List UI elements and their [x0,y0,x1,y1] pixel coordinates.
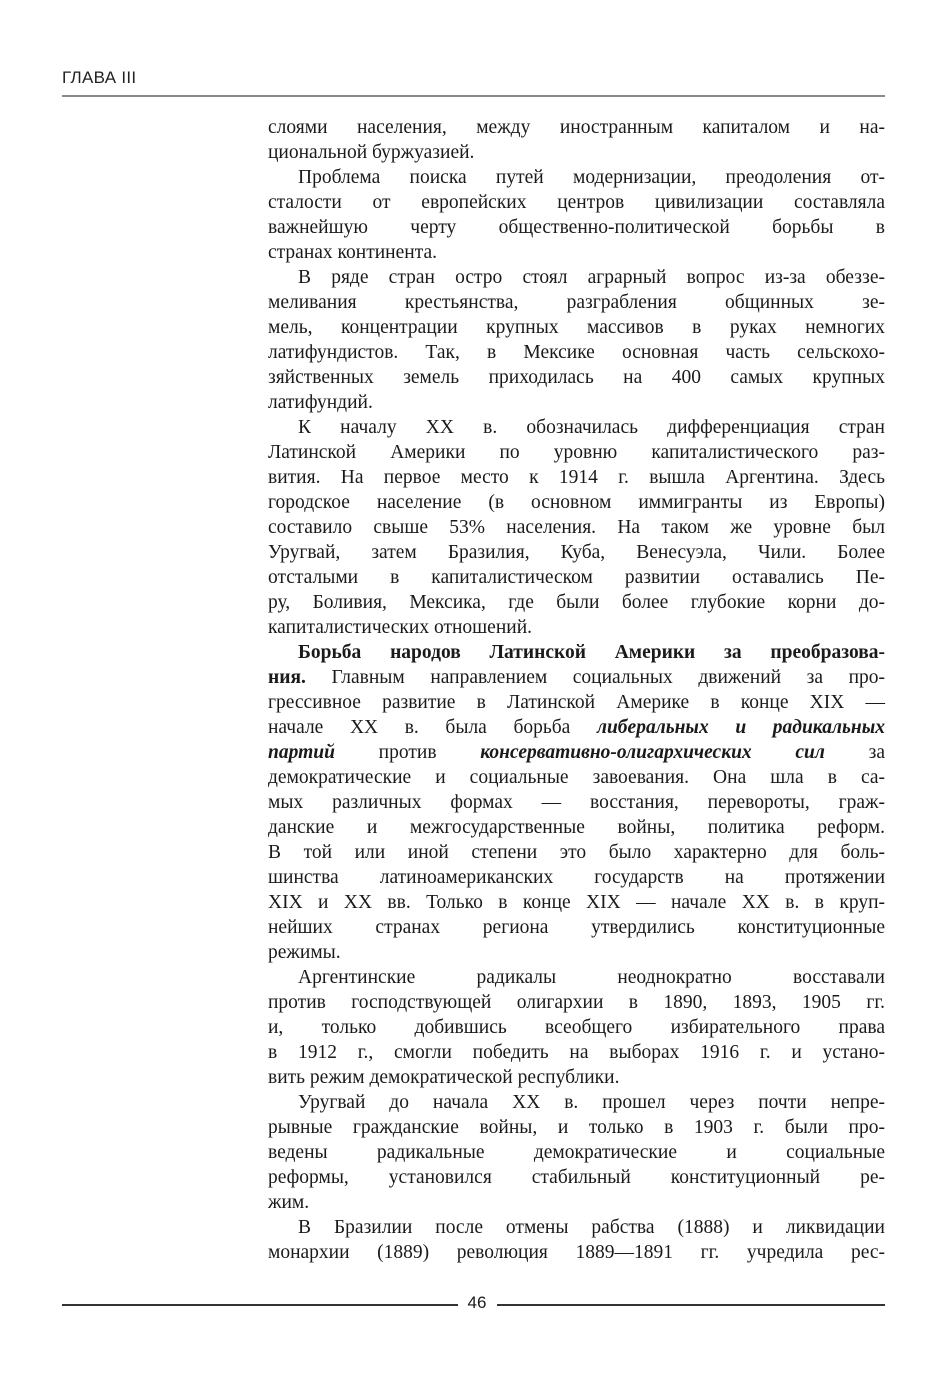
text-line [268,740,885,765]
footer-rule-right [497,1304,885,1306]
body-text [268,115,885,1265]
text-line: слоями населения, между иностранным капиталом и на- [268,117,885,138]
text-line: реформы, установился стабильный конституционный ре- [268,1167,885,1188]
text-line: капиталистических отношений. [268,617,533,638]
text-line: латифундистов. Так, в Мексике основная часть сельскохо- [268,342,885,363]
paragraph [268,1090,885,1215]
paragraph [268,640,885,965]
paragraph [268,115,885,165]
text-line: и, только добившись всеобщего избирательного права [268,1017,885,1038]
text-segment: за [824,742,886,763]
text-line [268,640,885,665]
text-line: Латинской Америки по уровню капиталистического раз- [268,442,885,463]
emphasis-text: либеральных и радикальных [596,717,885,738]
text-line: латифундий. [268,392,373,413]
header-divider [62,95,885,97]
text-line: Проблема поиска путей модернизации, преодоления от- [298,167,885,188]
text-line: В Бразилии после отмены рабства (1888) и ликвидации [298,1217,885,1238]
text-line: режимы. [268,942,341,963]
text-line [268,715,885,740]
text-line: К началу XX в. обозначилась дифференциация стран [298,417,885,438]
text-segment: Главным направлением социальных движений за про- [305,667,885,688]
paragraph [268,1215,885,1265]
text-line: XIX и XX вв. Только в конце XIX — начале XX в. в круп- [268,892,885,913]
text-line: рывные гражданские войны, и только в 1903 г. были про- [268,1117,885,1138]
text-line: монархии (1889) революция 1889—1891 гг. учредила рес- [268,1242,885,1263]
text-line: в 1912 г., смогли победить на выборах 1916 г. и устано- [268,1042,885,1063]
text-line: грессивное развитие в Латинской Америке в конце XIX — [268,692,885,713]
text-line: мых различных формах — восстания, перевороты, граж- [268,792,885,813]
paragraph [268,165,885,265]
text-line: против господствующей олигархии в 1890, 1893, 1905 гг. [268,992,885,1013]
text-line: вить режим демократической республики. [268,1067,620,1088]
text-line: циональной буржуазией. [268,142,475,163]
emphasis-text: партий [268,742,335,763]
text-line: мель, концентрации крупных массивов в руках немногих [268,317,885,338]
text-line: важнейшую черту общественно-политической борьбы в [268,217,885,238]
page-number: 46 [467,1293,487,1312]
footer-rule-left [62,1304,458,1306]
text-segment: против [334,742,481,763]
text-line: зяйственных земель приходилась на 400 самых крупных [268,367,885,388]
text-segment: начале XX в. была борьба [268,717,597,738]
text-line: вития. На первое место к 1914 г. вышла Аргентина. Здесь [268,467,885,488]
text-line: Уругвай, затем Бразилия, Куба, Венесуэла, Чили. Более [268,542,885,563]
text-line: странах континента. [268,242,437,263]
paragraph [268,265,885,415]
paragraph [268,415,885,640]
text-line: ведены радикальные демократические и социальные [268,1142,885,1163]
text-line: Уругвай до начала XX в. прошел через почти непре- [298,1092,885,1113]
text-line: шинства латиноамериканских государств на протяжении [268,867,885,888]
text-line: составило свыше 53% населения. На таком же уровне был [268,517,885,538]
text-line: В ряде стран остро стоял аграрный вопрос из-за обеззе- [298,267,885,288]
bold-heading-text: ния. [268,667,306,688]
text-line: городское население (в основном иммигранты из Европы) [268,492,885,513]
emphasis-text: консервативно-олигархических сил [480,742,825,763]
text-line: В той или иной степени это было характерно для боль- [268,842,885,863]
text-line: отсталыми в капиталистическом развитии оставались Пе- [268,567,885,588]
text-line: Аргентинские радикалы неоднократно восставали [298,967,885,988]
chapter-header: ГЛАВА III [62,68,137,87]
text-line: нейших странах региона утвердились конституционные [268,917,885,938]
bold-heading-text: Борьба народов Латинской Америки за преобразова- [298,642,885,663]
text-line: данские и межгосударственные войны, политика реформ. [268,817,885,838]
text-line: меливания крестьянства, разграбления общинных зе- [268,292,885,313]
text-line [268,665,885,690]
text-line: жим. [268,1192,310,1213]
text-line: ру, Боливия, Мексика, где были более глубокие корни до- [268,592,885,613]
text-line: демократические и социальные завоевания. Она шла в са- [268,767,885,788]
text-line: сталости от европейских центров цивилизации составляла [268,192,885,213]
paragraph [268,965,885,1090]
